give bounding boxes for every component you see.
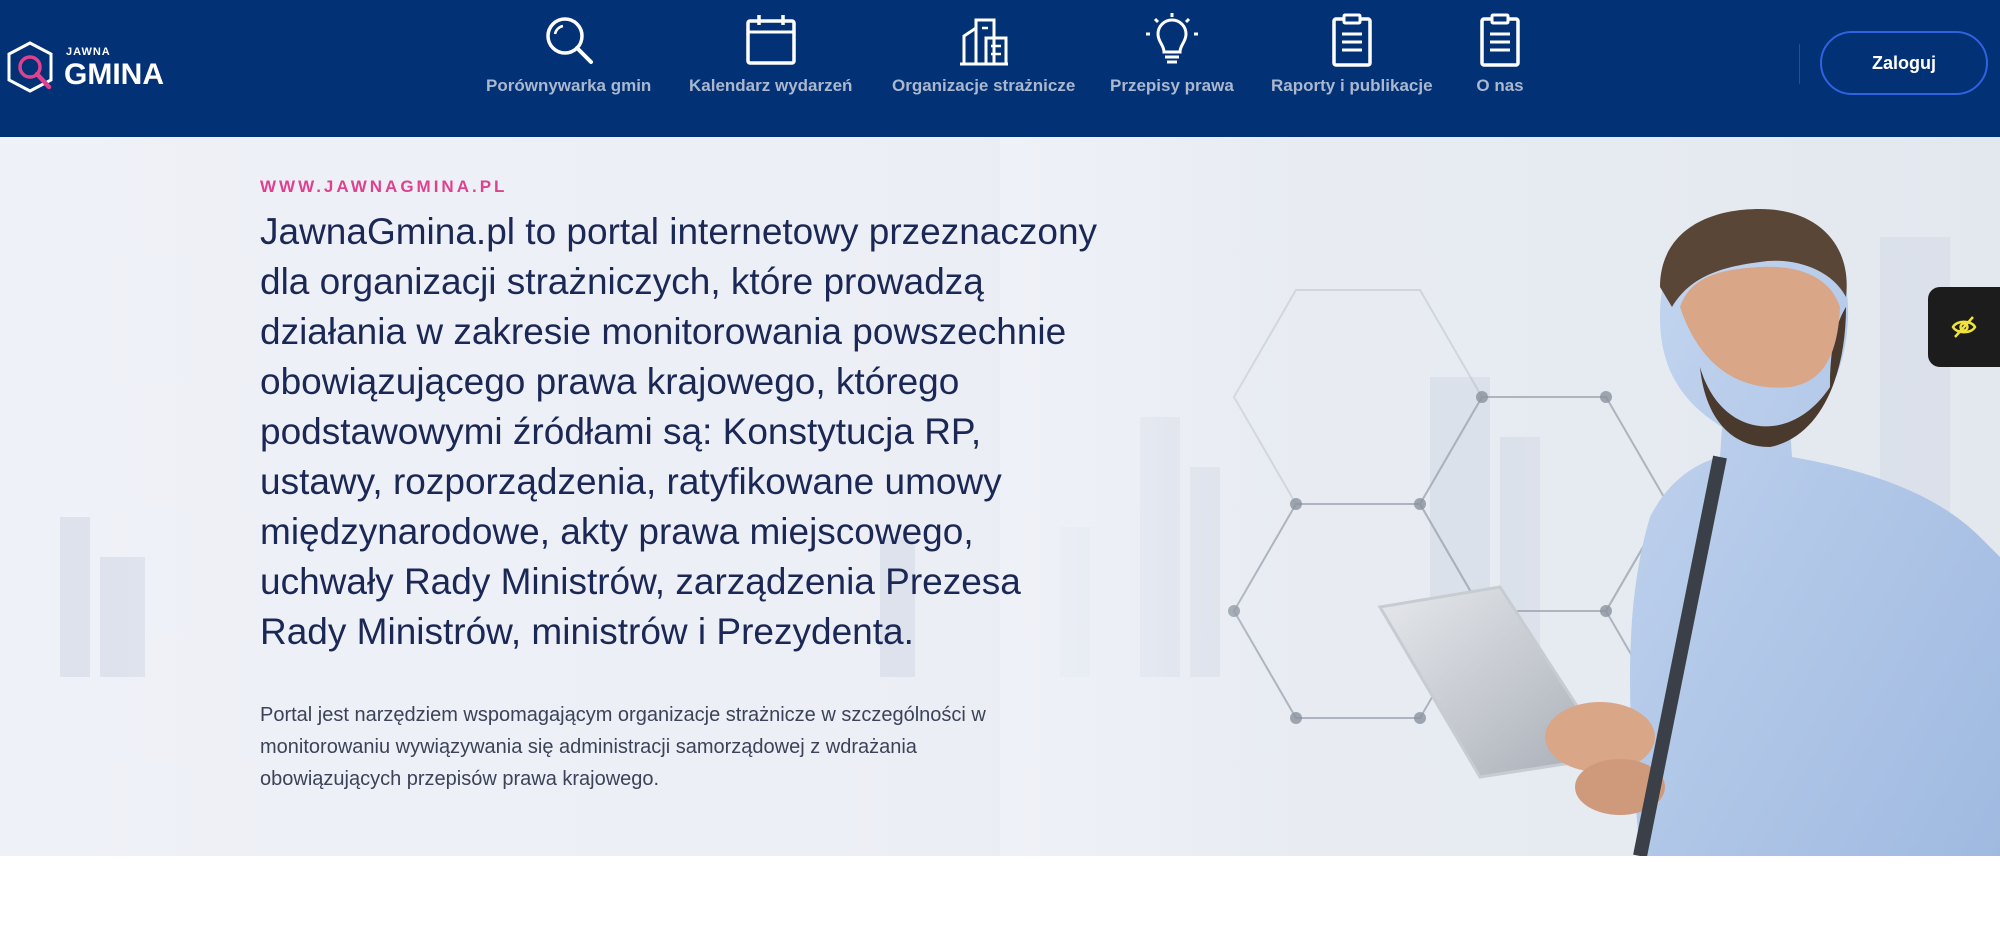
header-divider: [1799, 44, 1800, 84]
hero-eyebrow: WWW.JAWNAGMINA.PL: [260, 177, 508, 196]
nav-label: Kalendarz wydarzeń: [689, 76, 853, 95]
hero-description: Portal jest narzędziem wspomagającym organizacje strażnicze w szczególności w monitorowaniu wywiązywania się administracji samorządowej z wdrażania obowiązujących przepisów prawa krajowego.: [260, 704, 986, 790]
nav-label: Raporty i publikacje: [1271, 76, 1433, 95]
calendar-icon: [743, 12, 799, 68]
clipboard-icon: [1472, 12, 1528, 68]
main-nav: [0, 0, 2000, 137]
nav-item-organizacje-straznicze[interactable]: [892, 12, 1075, 96]
nav-item-przepisy-prawa[interactable]: [1110, 12, 1234, 96]
logo-text-small: JAWNA: [66, 45, 111, 58]
nav-item-raporty-i-publikacje[interactable]: [1271, 12, 1433, 96]
nav-label: O nas: [1476, 76, 1524, 95]
login-button[interactable]: Zaloguj: [1820, 31, 1988, 95]
search-icon: [541, 12, 597, 68]
lightbulb-icon: [1144, 12, 1200, 68]
hero-section: [0, 137, 2000, 856]
nav-item-kalendarz-wydarzen[interactable]: [689, 12, 852, 96]
nav-item-porownywarka-gmin[interactable]: [486, 12, 651, 96]
logo-text-big: GMINA: [64, 57, 164, 91]
buildings-icon: [956, 12, 1012, 68]
site-header: [0, 0, 2000, 137]
nav-label: Przepisy prawa: [1110, 76, 1234, 95]
accessibility-toggle[interactable]: [1928, 287, 2000, 367]
clipboard-icon: [1324, 12, 1380, 68]
nav-label: Porównywarka gmin: [486, 76, 652, 95]
nav-label: Organizacje strażnicze: [892, 76, 1076, 95]
hero-title: JawnaGmina.pl to portal internetowy przeznaczony dla organizacji strażniczych, które prowadzą działania w zakresie monitorowania powszechnie obowiązującego prawa krajowego, którego podstawowymi źródłami są: Konstytucja RP, ustawy, rozporządzenia, ratyfikowane umowy międzynarodowe, akty prawa miejscowego, uchwały Rady Ministrów, zarządzenia Prezesa Rady Ministrów, ministrów i Prezydenta.: [260, 211, 1098, 652]
eye-off-icon: [1951, 314, 1977, 340]
nav-item-o-nas[interactable]: [1472, 12, 1528, 96]
